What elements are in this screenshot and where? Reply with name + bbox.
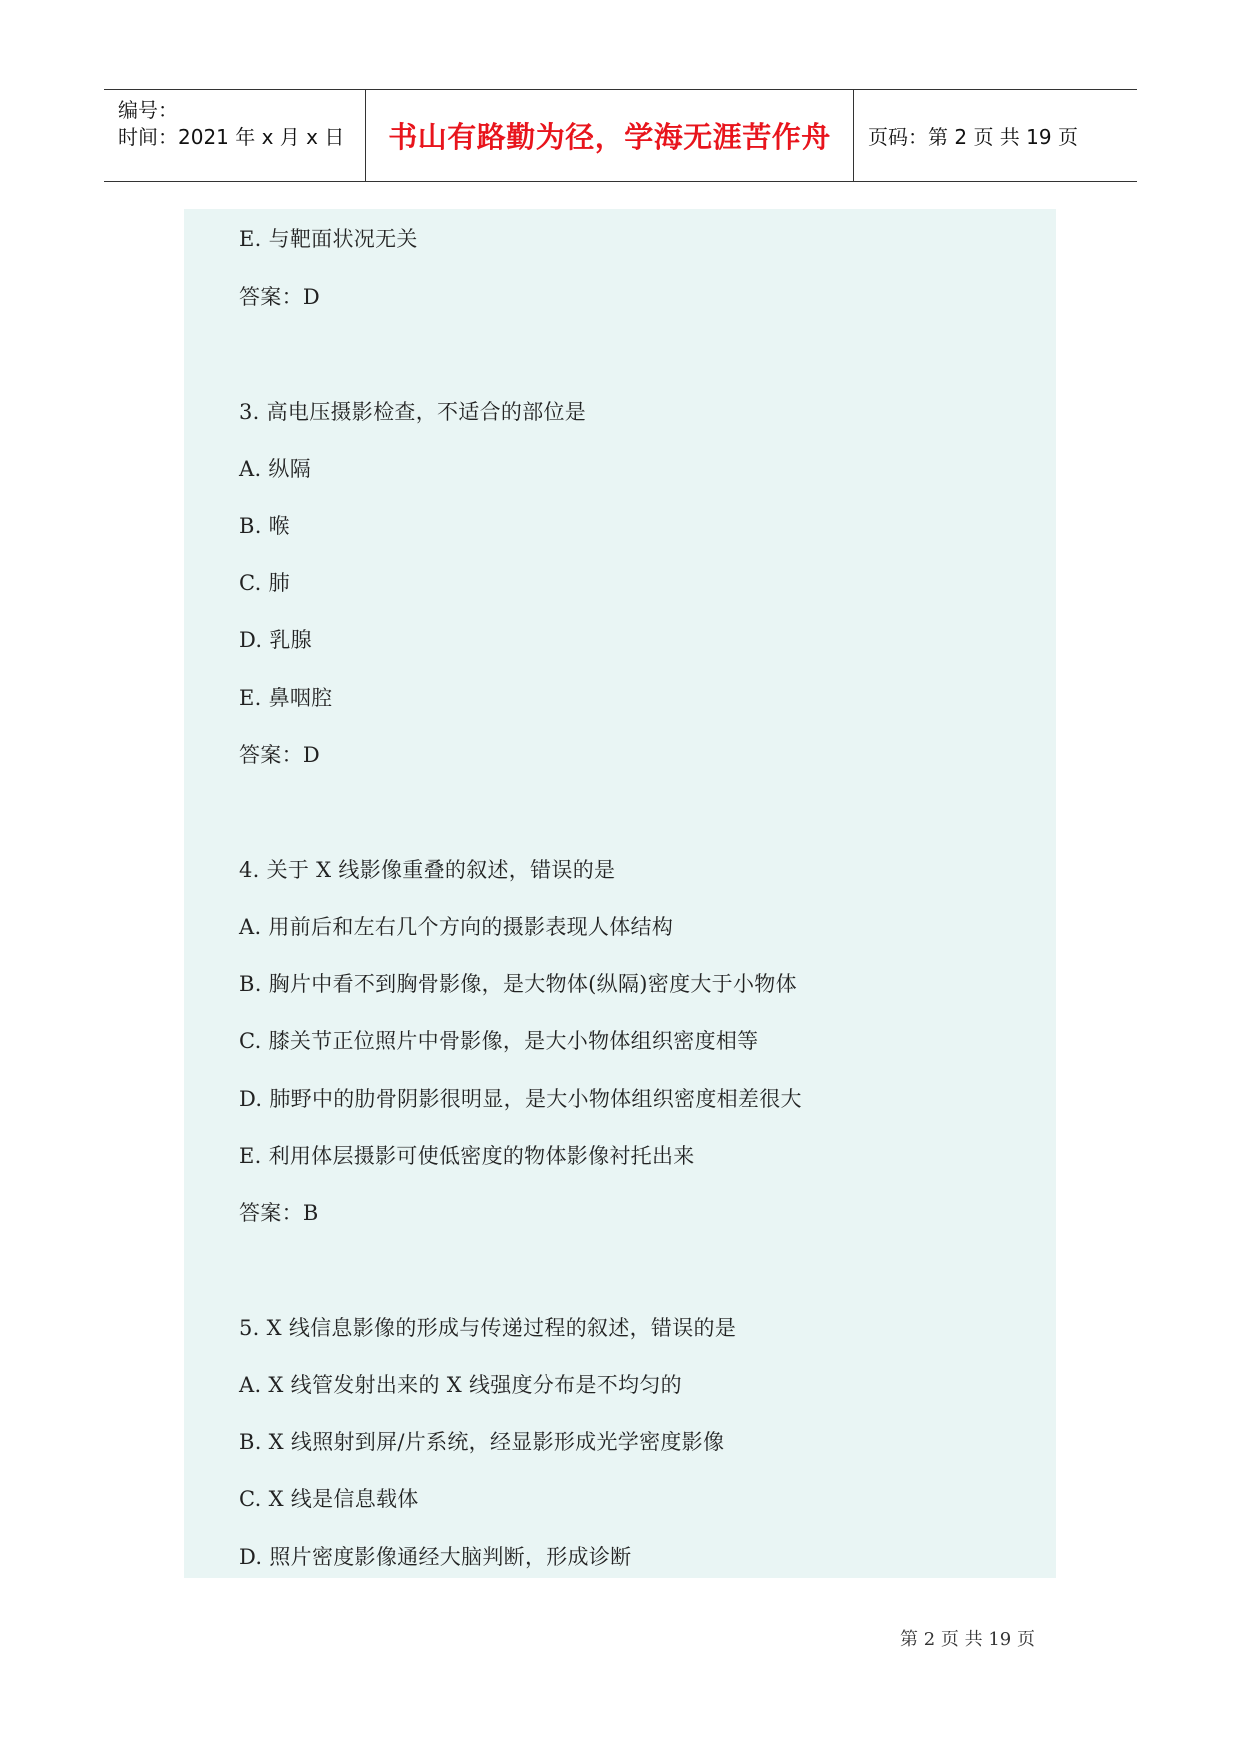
option-line: D. 肺野中的肋骨阴影很明显，是大小物体组织密度相差很大 <box>239 1087 802 1111</box>
option-line: C. 肺 <box>239 571 290 595</box>
question-line: 5. X 线信息影像的形成与传递过程的叙述，错误的是 <box>239 1316 737 1340</box>
option-line: B. 喉 <box>239 514 290 538</box>
option-line: A. X 线管发射出来的 X 线强度分布是不均匀的 <box>239 1373 682 1397</box>
page-footer: 第 2 页 共 19 页 <box>900 1629 1035 1650</box>
option-line: D. 乳腺 <box>239 628 312 652</box>
option-line: E. 与靶面状况无关 <box>239 227 418 251</box>
question-line: 4. 关于 X 线影像重叠的叙述，错误的是 <box>239 858 616 882</box>
header-motto: 书山有路勤为径，学海无涯苦作舟 <box>366 90 854 181</box>
question-panel <box>184 209 1056 1578</box>
document-number-label: 编号： <box>118 98 178 122</box>
option-line: D. 照片密度影像通经大脑判断，形成诊断 <box>239 1545 632 1569</box>
option-line: C. X 线是信息载体 <box>239 1487 419 1511</box>
option-line: B. 胸片中看不到胸骨影像，是大物体(纵隔)密度大于小物体 <box>239 972 797 996</box>
option-line: B. X 线照射到屏/片系统，经显影形成光学密度影像 <box>239 1430 725 1454</box>
page-header <box>104 89 1137 182</box>
document-time-label: 时间：2021 年 x 月 x 日 <box>118 125 345 149</box>
header-meta-cell <box>104 90 366 181</box>
answer-line: 答案：D <box>239 285 321 309</box>
option-line: A. 用前后和左右几个方向的摄影表现人体结构 <box>239 915 674 939</box>
answer-line: 答案：D <box>239 743 321 767</box>
question-line: 3. 高电压摄影检查，不适合的部位是 <box>239 400 587 424</box>
answer-line: 答案：B <box>239 1201 319 1225</box>
option-line: C. 膝关节正位照片中骨影像，是大小物体组织密度相等 <box>239 1029 759 1053</box>
header-page-code: 页码：第 2 页 共 19 页 <box>868 125 1078 149</box>
option-line: E. 鼻咽腔 <box>239 686 333 710</box>
option-line: E. 利用体层摄影可使低密度的物体影像衬托出来 <box>239 1144 695 1168</box>
option-line: A. 纵隔 <box>239 457 312 481</box>
